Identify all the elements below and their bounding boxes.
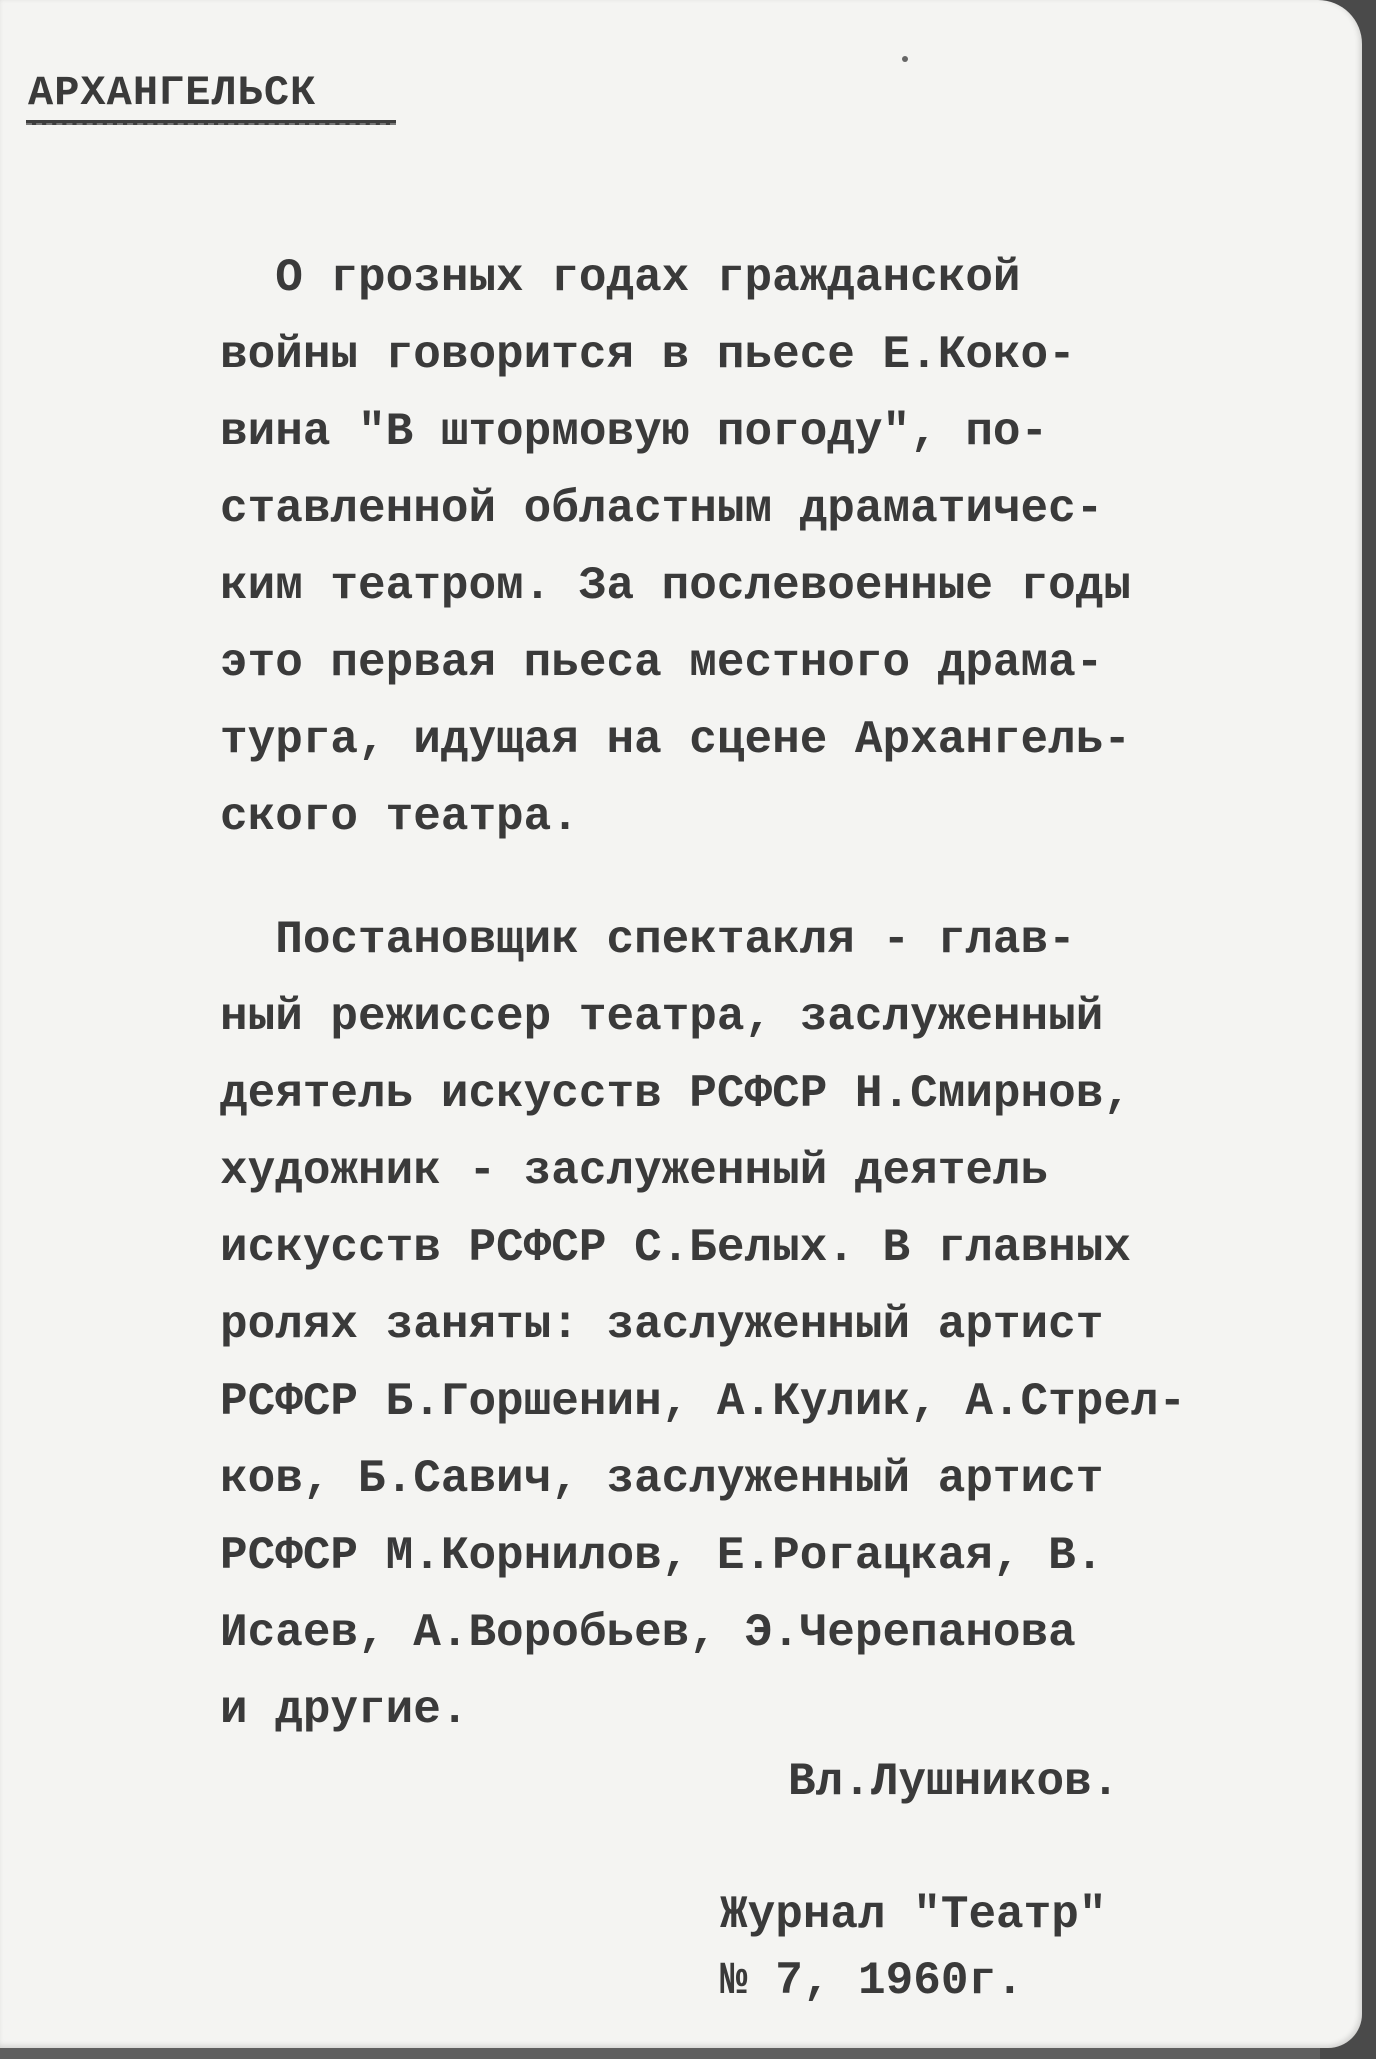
text-line: РСФСР Б.Горшенин, А.Кулик, А.Стрел- bbox=[220, 1376, 1187, 1428]
text-line: О грозных годах гражданской bbox=[220, 252, 1021, 304]
paragraph-2 bbox=[220, 902, 1280, 1749]
text-line: деятель искусств РСФСР Н.Смирнов, bbox=[220, 1068, 1131, 1120]
ink-speck bbox=[902, 56, 908, 62]
heading-underline bbox=[26, 120, 396, 125]
paragraph-1 bbox=[220, 240, 1280, 856]
text-line: Постановщик спектакля - глав- bbox=[220, 914, 1076, 966]
text-line: ный режиссер театра, заслуженный bbox=[220, 991, 1104, 1043]
text-line: ков, Б.Савич, заслуженный артист bbox=[220, 1453, 1104, 1505]
text-line: ким театром. За послевоенные годы bbox=[220, 560, 1131, 612]
text-line: РСФСР М.Корнилов, Е.Рогацкая, В. bbox=[220, 1530, 1104, 1582]
source-issue: № 7, 1960г. bbox=[720, 1955, 1024, 2007]
article-body bbox=[220, 240, 1280, 1749]
text-line: ского театра. bbox=[220, 791, 579, 843]
text-line: это первая пьеса местного драма- bbox=[220, 637, 1104, 689]
author-signature: Вл.Лушников. bbox=[788, 1756, 1120, 1808]
text-line: ставленной областным драматичес- bbox=[220, 483, 1104, 535]
text-line: и другие. bbox=[220, 1684, 469, 1736]
document-heading: АРХАНГЕЛЬСК bbox=[28, 69, 317, 117]
text-line: вина "В штормовую погоду", по- bbox=[220, 406, 1049, 458]
text-line: художник - заслуженный деятель bbox=[220, 1145, 1049, 1197]
text-line: Исаев, А.Воробьев, Э.Черепанова bbox=[220, 1607, 1076, 1659]
source-citation bbox=[720, 1882, 1106, 2014]
text-line: турга, идущая на сцене Архангель- bbox=[220, 714, 1131, 766]
text-line: ролях заняты: заслуженный артист bbox=[220, 1299, 1104, 1351]
text-line: искусств РСФСР С.Белых. В главных bbox=[220, 1222, 1131, 1274]
text-line: войны говорится в пьесе Е.Коко- bbox=[220, 329, 1076, 381]
source-journal: Журнал "Театр" bbox=[720, 1889, 1107, 1941]
